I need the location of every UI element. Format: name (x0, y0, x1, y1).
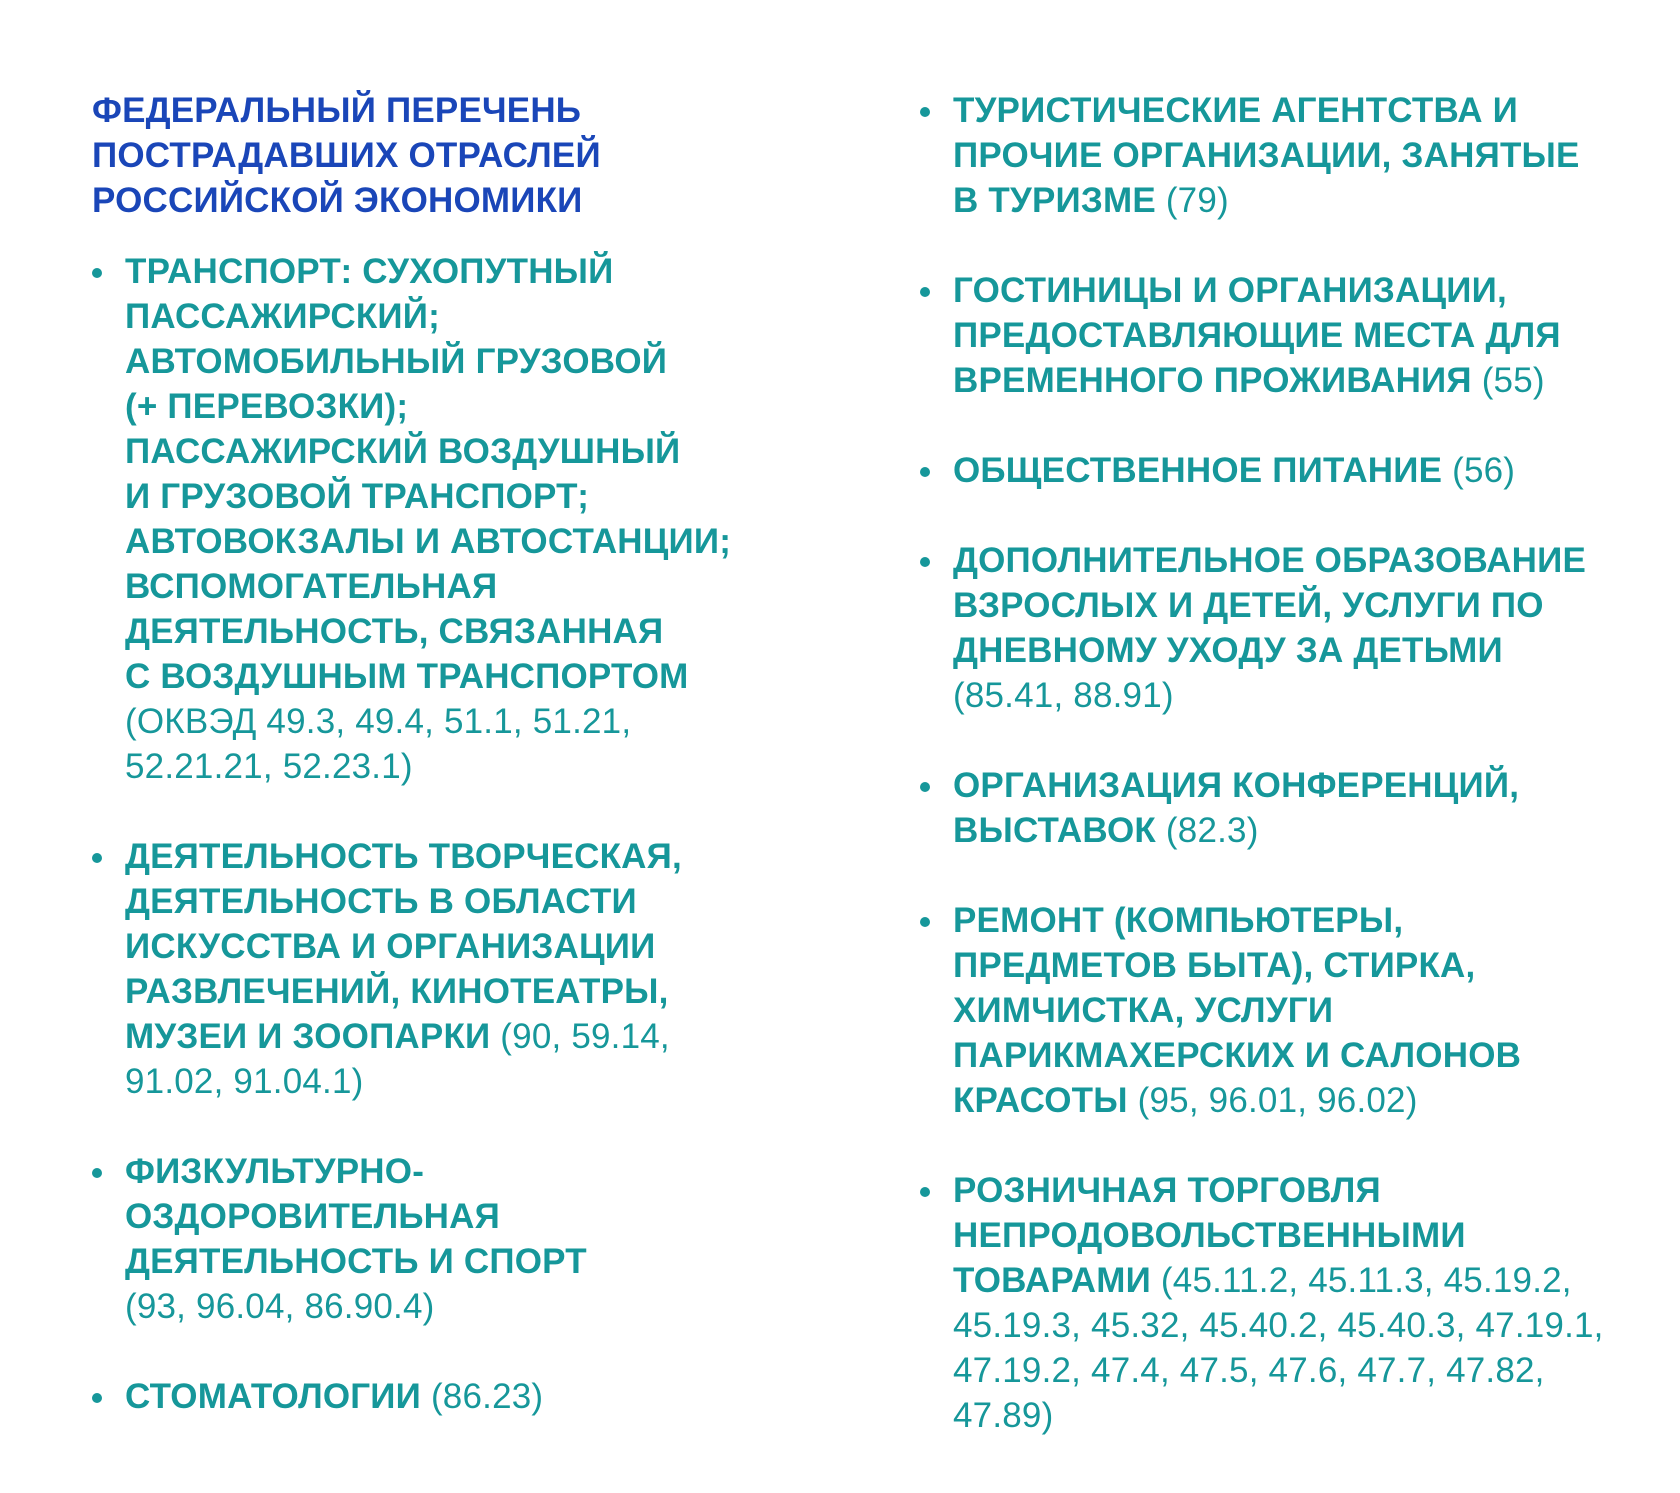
sector-title-line: ПАССАЖИРСКИЙ ВОЗДУШНЫЙ (125, 432, 681, 471)
title-line: ФЕДЕРАЛЬНЫЙ ПЕРЕЧЕНЬ (92, 91, 582, 130)
sector-codes-text: (45.11.2, 45.11.3, 45.19.2, (1151, 1261, 1572, 1300)
bullet-icon (92, 853, 102, 863)
sector-title-line: АВТОВОКЗАЛЫ И АВТОСТАНЦИИ; (125, 522, 732, 561)
sector-codes-line: (ОКВЭД 49.3, 49.4, 51.1, 51.21, (125, 702, 632, 741)
sector-codes-line: (85.41, 88.91) (953, 676, 1174, 715)
sector-mixed-line (953, 808, 1640, 853)
bullet-icon (92, 268, 102, 278)
right-column (920, 88, 1640, 1438)
bullet-icon (920, 287, 930, 297)
sector-title-line: ВСПОМОГАТЕЛЬНАЯ (125, 567, 498, 606)
list-item (92, 1149, 792, 1329)
sector-title-line: ДОПОЛНИТЕЛЬНОЕ ОБРАЗОВАНИЕ (953, 541, 1587, 580)
sector-title-text: СТОМАТОЛОГИИ (125, 1377, 422, 1416)
list-item (920, 88, 1640, 223)
sector-title-line: ПАССАЖИРСКИЙ; (125, 297, 440, 336)
sector-title-text: ВРЕМЕННОГО ПРОЖИВАНИЯ (953, 361, 1472, 400)
sector-mixed-line (953, 1258, 1640, 1303)
sector-title-line: (+ ПЕРЕВОЗКИ); (125, 387, 409, 426)
sector-title-line: ДЕЯТЕЛЬНОСТЬ ТВОРЧЕСКАЯ, (125, 837, 682, 876)
sector-title-line: ГОСТИНИЦЫ И ОРГАНИЗАЦИИ, (953, 271, 1507, 310)
sector-codes-text: (90, 59.14, (490, 1017, 670, 1056)
list-item (920, 898, 1640, 1123)
bullet-icon (92, 1393, 102, 1403)
sector-title-line: РАЗВЛЕЧЕНИЙ, КИНОТЕАТРЫ, (125, 972, 669, 1011)
list-item (920, 763, 1640, 853)
sector-mixed-line (953, 358, 1640, 403)
sector-title-line: ТРАНСПОРТ: СУХОПУТНЫЙ (125, 252, 614, 291)
sector-codes-text: (79) (1155, 181, 1229, 220)
sector-title-text: ВЫСТАВОК (953, 811, 1156, 850)
page-title (92, 88, 792, 223)
sector-codes-line: 47.19.2, 47.4, 47.5, 47.6, 47.7, 47.82, (953, 1351, 1545, 1390)
sector-title-line: ДНЕВНОМУ УХОДУ ЗА ДЕТЬМИ (953, 631, 1503, 670)
sector-title-line: ДЕЯТЕЛЬНОСТЬ И СПОРТ (125, 1242, 587, 1281)
sector-title-text: ТОВАРАМИ (953, 1261, 1151, 1300)
sector-codes-line: 52.21.21, 52.23.1) (125, 747, 413, 786)
bullet-icon (920, 107, 930, 117)
sector-codes-line: (93, 96.04, 86.90.4) (125, 1287, 435, 1326)
list-item (92, 249, 792, 789)
sector-title-line: ПАРИКМАХЕРСКИХ И САЛОНОВ (953, 1036, 1522, 1075)
sector-title-line: С ВОЗДУШНЫМ ТРАНСПОРТОМ (125, 657, 689, 696)
bullet-icon (92, 1168, 102, 1178)
sector-codes-text: (82.3) (1156, 811, 1259, 850)
left-column (92, 88, 792, 1419)
sector-title-line: ХИМЧИСТКА, УСЛУГИ (953, 991, 1334, 1030)
sector-codes-text: (86.23) (421, 1377, 544, 1416)
list-item (920, 538, 1640, 718)
sector-title-line: ПРЕДМЕТОВ БЫТА), СТИРКА, (953, 946, 1476, 985)
sector-title-text: КРАСОТЫ (953, 1081, 1128, 1120)
sector-title-line: АВТОМОБИЛЬНЫЙ ГРУЗОВОЙ (125, 342, 668, 381)
bullet-icon (920, 917, 930, 927)
sector-codes-line: 91.02, 91.04.1) (125, 1062, 364, 1101)
sector-title-text: В ТУРИЗМЕ (953, 181, 1156, 220)
sector-list-left (92, 249, 792, 1419)
sector-codes-text: (95, 96.01, 96.02) (1127, 1081, 1418, 1120)
sector-mixed-line (953, 448, 1640, 493)
sector-title-text: ОБЩЕСТВЕННОЕ ПИТАНИЕ (953, 451, 1443, 490)
sector-title-line: ФИЗКУЛЬТУРНО- (125, 1152, 425, 1191)
sector-title-line: ВЗРОСЛЫХ И ДЕТЕЙ, УСЛУГИ ПО (953, 586, 1544, 625)
sector-mixed-line (953, 1078, 1640, 1123)
sector-mixed-line (125, 1014, 792, 1059)
sector-title-line: ДЕЯТЕЛЬНОСТЬ, СВЯЗАННАЯ (125, 612, 664, 651)
sector-list-right (920, 88, 1640, 1438)
sector-codes-line: 47.89) (953, 1396, 1054, 1435)
sector-codes-line: 45.19.3, 45.32, 45.40.2, 45.40.3, 47.19.1, (953, 1306, 1604, 1345)
list-item (92, 834, 792, 1104)
sector-title-line: ДЕЯТЕЛЬНОСТЬ В ОБЛАСТИ (125, 882, 637, 921)
sector-mixed-line (953, 178, 1640, 223)
sector-title-line: ОРГАНИЗАЦИЯ КОНФЕРЕНЦИЙ, (953, 766, 1520, 805)
sector-title-line: ТУРИСТИЧЕСКИЕ АГЕНТСТВА И (953, 91, 1518, 130)
bullet-icon (920, 782, 930, 792)
list-item (920, 448, 1640, 493)
sector-title-line: ИСКУССТВА И ОРГАНИЗАЦИИ (125, 927, 656, 966)
sector-codes-text: (55) (1471, 361, 1545, 400)
title-line: ПОСТРАДАВШИХ ОТРАСЛЕЙ (92, 136, 601, 175)
sector-title-line: ПРЕДОСТАВЛЯЮЩИЕ МЕСТА ДЛЯ (953, 316, 1561, 355)
sector-title-line: ОЗДОРОВИТЕЛЬНАЯ (125, 1197, 500, 1236)
sector-mixed-line (125, 1374, 792, 1419)
sector-title-line: РЕМОНТ (КОМПЬЮТЕРЫ, (953, 901, 1404, 940)
sector-title-text: МУЗЕИ И ЗООПАРКИ (125, 1017, 491, 1056)
bullet-icon (920, 1187, 930, 1197)
bullet-icon (920, 557, 930, 567)
sector-title-line: РОЗНИЧНАЯ ТОРГОВЛЯ (953, 1171, 1381, 1210)
sector-title-line: И ГРУЗОВОЙ ТРАНСПОРТ; (125, 477, 590, 516)
list-item (92, 1374, 792, 1419)
sector-codes-text: (56) (1442, 451, 1516, 490)
list-item (920, 268, 1640, 403)
sector-title-line: НЕПРОДОВОЛЬСТВЕННЫМИ (953, 1216, 1466, 1255)
list-item (920, 1168, 1640, 1438)
sector-title-line: ПРОЧИЕ ОРГАНИЗАЦИИ, ЗАНЯТЫЕ (953, 136, 1580, 175)
bullet-icon (920, 467, 930, 477)
title-line: РОССИЙСКОЙ ЭКОНОМИКИ (92, 181, 583, 220)
